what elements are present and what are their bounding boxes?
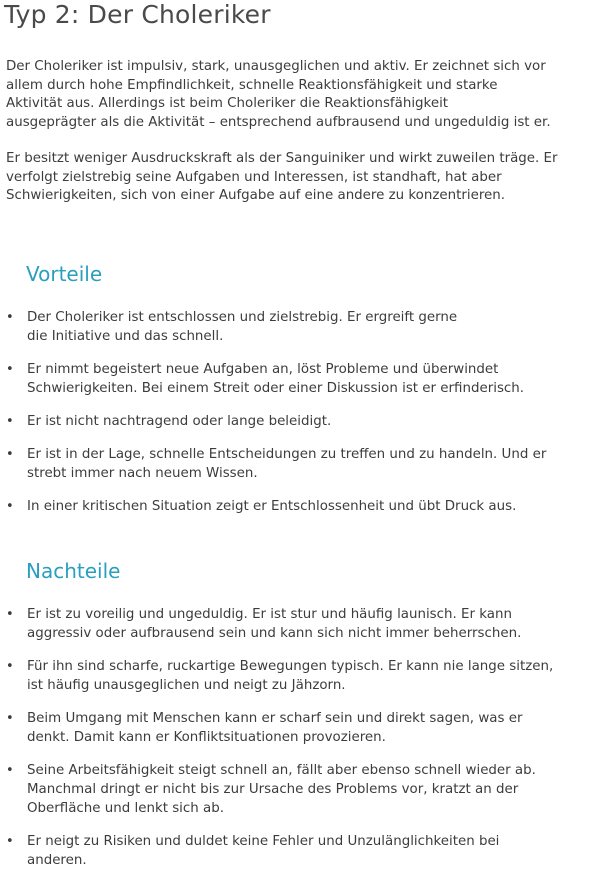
list-item-line: die Initiative und das schnell. [27, 329, 224, 344]
list-item [0, 605, 614, 643]
list-item [0, 709, 614, 747]
list-item-line: In einer kritischen Situation zeigt er Entschlossenheit und übt Druck aus. [27, 499, 517, 514]
list-item-line: Der Choleriker ist entschlossen und zielstrebig. Er ergreift gerne [27, 310, 458, 325]
bullet-icon: • [6, 499, 14, 514]
bullet-icon: • [6, 414, 14, 429]
list-item-line: Er neigt zu Risiken und duldet keine Fehler und Unzulänglichkeiten bei [27, 834, 500, 849]
bullet-icon: • [6, 362, 14, 377]
list-item-line: aggressiv oder aufbrausend sein und kann sich nicht immer beherrschen. [27, 626, 522, 641]
list-item-line: denkt. Damit kann er Konfliktsituationen provozieren. [27, 730, 386, 745]
intro-paragraph-2 [6, 150, 614, 206]
bullet-icon: • [6, 711, 14, 726]
list-item-line: Seine Arbeitsfähigkeit steigt schnell an, fällt aber ebenso schnell wieder ab. [27, 763, 536, 778]
list-item-line: Oberfläche und lenkt sich ab. [27, 801, 224, 816]
text-line: Er besitzt weniger Ausdruckskraft als der Sanguiniker und wirkt zuweilen träge. Er [6, 151, 558, 166]
section-heading-vorteile: Vorteile [26, 262, 103, 286]
list-item-line: Schwierigkeiten. Bei einem Streit oder einer Diskussion ist er erfinderisch. [27, 381, 525, 396]
list-item-line: Er ist in der Lage, schnelle Entscheidungen zu treffen und zu handeln. Und er [27, 447, 547, 462]
list-item [0, 360, 614, 398]
list-item-line: Beim Umgang mit Menschen kann er scharf sein und direkt sagen, was er [27, 711, 523, 726]
text-line: Der Choleriker ist impulsiv, stark, unausgeglichen und aktiv. Er zeichnet sich vor [6, 59, 546, 74]
list-item [0, 497, 614, 516]
list-item-line: ist häufig unausgeglichen und neigt zu Jähzorn. [27, 678, 346, 693]
bullet-icon: • [6, 659, 14, 674]
list-item-line: Für ihn sind scharfe, ruckartige Bewegungen typisch. Er kann nie lange sitzen, [27, 659, 554, 674]
vorteile-list [0, 308, 614, 516]
list-item-line: Er ist zu voreilig und ungeduldig. Er ist stur und häufig launisch. Er kann [27, 607, 512, 622]
intro-paragraph-1 [6, 58, 614, 132]
list-item [0, 761, 614, 818]
list-item [0, 657, 614, 695]
list-item [0, 445, 614, 483]
page-title: Typ 2: Der Choleriker [4, 0, 271, 29]
list-item [0, 832, 614, 870]
text-line: ausgeprägter als die Aktivität – entsprechend aufbrausend und ungeduldig ist er. [6, 114, 551, 130]
list-item-line: strebt immer nach neuem Wissen. [27, 466, 258, 481]
bullet-icon: • [6, 310, 14, 325]
bullet-icon: • [6, 834, 14, 849]
nachteile-list [0, 605, 614, 870]
bullet-icon: • [6, 607, 14, 622]
text-line: verfolgt zielstrebig seine Aufgaben und Interessen, ist standhaft, hat aber [6, 169, 502, 185]
list-item-line: anderen. [27, 853, 87, 868]
text-line: Aktivität aus. Allerdings ist beim Choleriker die Reaktionsfähigkeit [6, 96, 449, 112]
list-item-line: Er nimmt begeistert neue Aufgaben an, löst Probleme und überwindet [27, 362, 499, 377]
bullet-icon: • [6, 447, 14, 462]
list-item [0, 308, 614, 346]
bullet-icon: • [6, 763, 14, 778]
list-item-line: Manchmal dringt er nicht bis zur Ursache des Problems vor, kratzt an der [27, 782, 519, 797]
text-line: allem durch hohe Empfindlichkeit, schnelle Reaktionsfähigkeit und starke [6, 77, 498, 93]
list-item-line: Er ist nicht nachtragend oder lange beleidigt. [27, 414, 332, 429]
section-heading-nachteile: Nachteile [26, 559, 121, 583]
text-line: Schwierigkeiten, sich von einer Aufgabe auf eine andere zu konzentrieren. [6, 188, 506, 204]
list-item [0, 412, 614, 431]
